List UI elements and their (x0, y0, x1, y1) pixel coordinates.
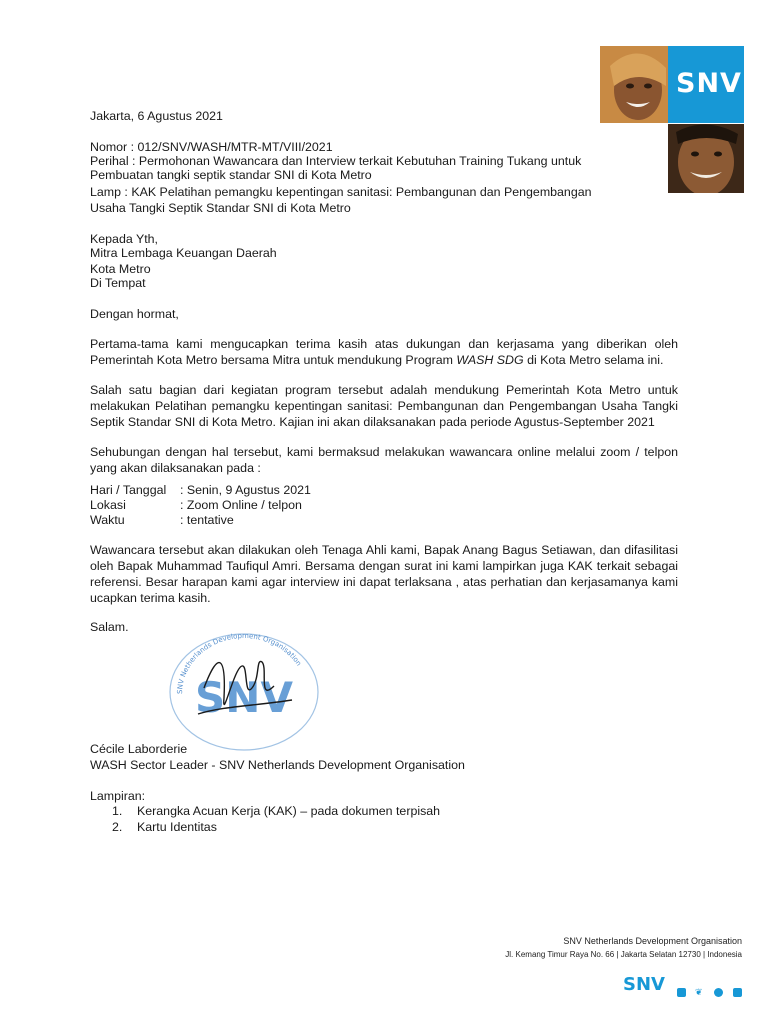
schedule-label-time: Waktu (90, 513, 125, 527)
schedule-label-date: Hari / Tanggal (90, 483, 167, 497)
recipient-city: Kota Metro (90, 262, 151, 276)
signer-name: Cécile Laborderie (90, 742, 188, 756)
recipient-salutation: Kepada Yth, (90, 232, 158, 246)
attachment-item: 1. Kerangka Acuan Kerja (KAK) – pada dokumen terpisah (112, 804, 441, 818)
recipient-place: Di Tempat (90, 276, 146, 290)
attachment-item: 2. Kartu Identitas (112, 820, 217, 834)
footer-address: Jl. Kemang Timur Raya No. 66 | Jakarta Selatan 12730 | Indonesia (505, 950, 742, 959)
paragraph-interviewers: Wawancara tersebut akan dilakukan oleh Tenaga Ahli kami, Bapak Anang Bagus Setiawan, dan difasilitasi oleh Bapak Muhammad Taufiqul Amri. Bersama dengan surat ini kami lampirkan juga KAK terkait sebagai referensi. Besar harapan kami agar interview ini dapat terlaksana , atas perhatian dan kerjasamanya kami ucapkan terima kasih. (90, 543, 678, 605)
linkedin-icon[interactable] (677, 988, 686, 997)
schedule-value-location: : Zoom Online / telpon (180, 498, 302, 512)
schedule-value-date: : Senin, 9 Agustus 2021 (180, 483, 311, 497)
recipient-name: Mitra Lembaga Keuangan Daerah (90, 246, 277, 260)
attachments-heading: Lampiran: (90, 789, 146, 803)
paragraph-interview-request: Sehubungan dengan hal tersebut, kami bermaksud melakukan wawancara online melalui zoom / telpon yang akan dilaksanakan pada : (90, 445, 678, 475)
letter-subject-line2: Pembuatan tangki septik standar SNI di Kota Metro (90, 168, 372, 182)
paragraph-program: Salah satu bagian dari kegiatan program tersebut adalah mendukung Pemerintah Kota Metro untuk melakukan Pelatihan pemangku kepentingan sanitasi: Pembangunan dan Pengembangan Usaha Tangki Septik Standar SNI di Kota Metro. Kajian ini akan dilaksanakan pada periode Agustus-September 2021 (90, 383, 678, 429)
attachments-list (90, 803, 440, 835)
youtube-icon[interactable] (714, 988, 723, 997)
official-stamp (164, 628, 324, 752)
letter-date: Jakarta, 6 Agustus 2021 (90, 109, 223, 123)
letter-subject-line1: Perihal : Permohonan Wawancara dan Interview terkait Kebutuhan Training Tukang untuk (90, 154, 582, 168)
letter-attachment-line1: Lamp : KAK Pelatihan pemangku kepentingan sanitasi: Pembangunan dan Pengembangan (90, 185, 592, 199)
header-photo-man (668, 124, 744, 193)
greeting: Dengan hormat, (90, 307, 179, 321)
schedule-label-location: Lokasi (90, 498, 126, 512)
header-snv-logo: SNV (668, 46, 744, 123)
footer-snv-logo: SNV (623, 974, 665, 995)
schedule-value-time: : tentative (180, 513, 234, 527)
header-photo-woman (600, 46, 668, 123)
stamp-outer-text: SNV Netherlands Development Organisation (175, 631, 303, 695)
twitter-icon[interactable]: ❦ (695, 987, 703, 997)
closing: Salam. (90, 620, 129, 634)
letter-attachment-line2: Usaha Tangki Septik Standar SNI di Kota Metro (90, 201, 351, 215)
footer-org: SNV Netherlands Development Organisation (563, 936, 742, 946)
stamp-logo: SNV (195, 673, 293, 722)
letter-number: Nomor : 012/SNV/WASH/MTR-MT/VIII/2021 (90, 140, 333, 154)
facebook-icon[interactable] (733, 988, 742, 997)
signer-title: WASH Sector Leader - SNV Netherlands Development Organisation (90, 758, 465, 772)
paragraph-intro: Pertama-tama kami mengucapkan terima kasih atas dukungan dan kerjasama yang diberikan oleh Pemerintah Kota Metro bersama Mitra untuk mendukung Program WASH SDG di Kota Metro selama ini. (90, 337, 678, 367)
